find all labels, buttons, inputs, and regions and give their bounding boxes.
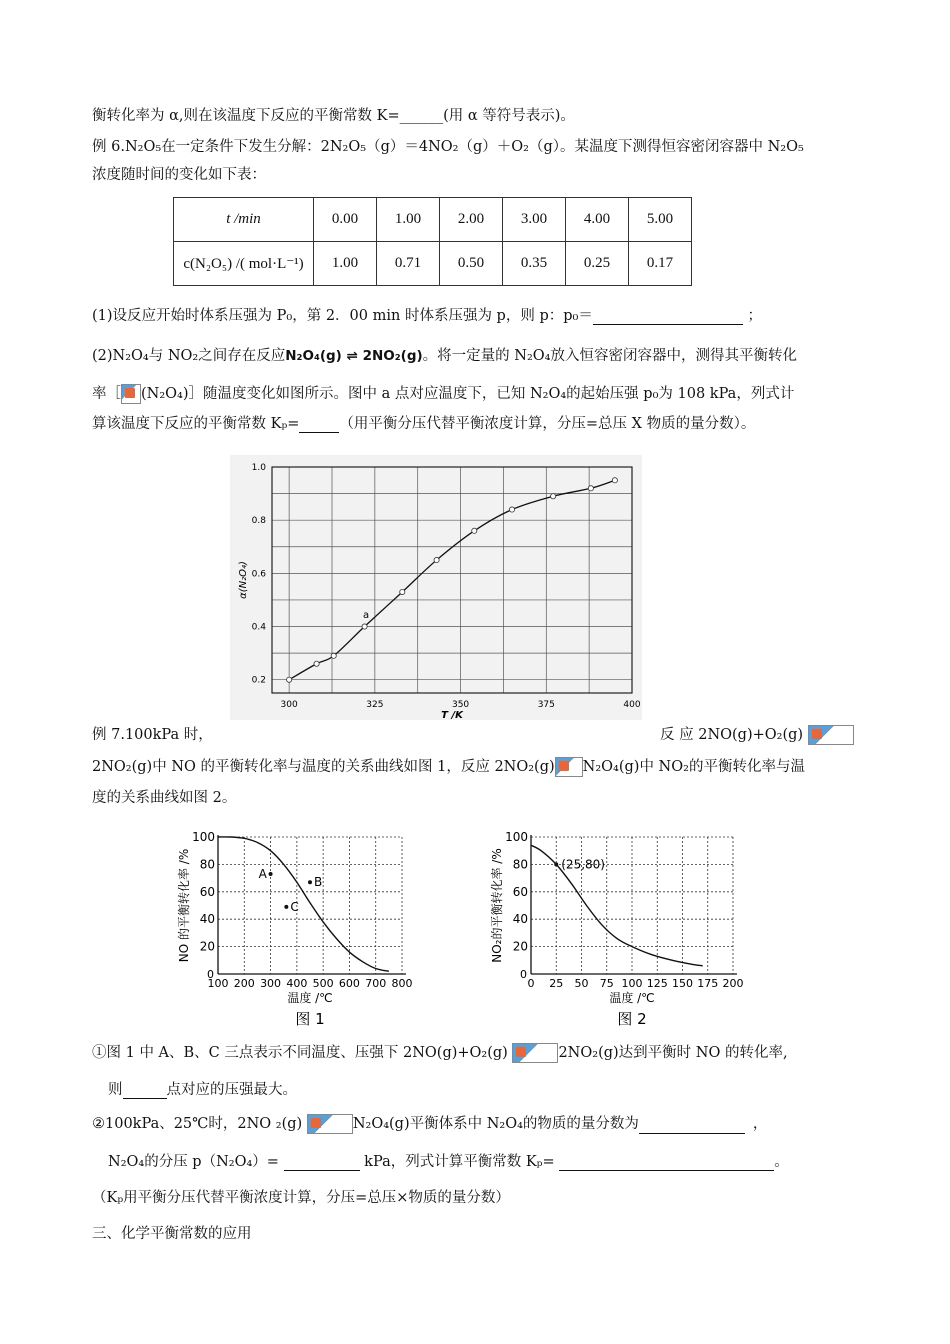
- text: 算该温度下反应的平衡常数 Kₚ=: [92, 416, 300, 432]
- text: N₂O₄的分压 p（N₂O₄）=: [108, 1154, 279, 1170]
- data-point: [400, 589, 405, 594]
- data-point: [612, 478, 617, 483]
- x-tick-label: 300: [260, 977, 282, 990]
- x-tick-label: 325: [366, 700, 384, 710]
- x-tick-label: 500: [312, 977, 334, 990]
- marked-point: [554, 862, 558, 866]
- text-line-1: 衡转化率为 α,则在该温度下反应的平衡常数 K=______(用 α 等符号表示)。: [92, 108, 575, 124]
- text: ①图 1 中 A、B、C 三点表示不同温度、压强下 2NO(g)+O₂(g): [92, 1045, 508, 1061]
- x-tick-label: 50: [574, 977, 589, 990]
- x-tick-label: 25: [549, 977, 564, 990]
- text: 。: [774, 1154, 789, 1170]
- data-point: [472, 528, 477, 533]
- question-2-text-b: 。将一定量的 N₂O₄放入恒容密闭容器中，测得其平衡转化: [422, 348, 797, 364]
- x-tick-label: 400: [623, 700, 641, 710]
- answer-blank[interactable]: [639, 1119, 745, 1134]
- table-row-label: c(N₂O₅) /( mol·L⁻¹): [174, 242, 314, 286]
- y-tick-label: 0.4: [251, 622, 266, 633]
- reaction-equation: N₂O₄(g) ⇌ 2NO₂(g): [285, 348, 423, 364]
- x-tick-label: 75: [599, 977, 614, 990]
- table-cell: 0.50: [440, 242, 503, 286]
- y-axis-label: NO 的平衡转化率 /%: [177, 848, 191, 963]
- figure-caption: 图 2: [617, 1010, 647, 1028]
- y-tick-label: 60: [512, 884, 528, 899]
- text: kPa，列式计算平衡常数 Kₚ=: [364, 1154, 555, 1170]
- text: ，: [752, 1116, 768, 1132]
- y-axis-label: α(N₂O₄): [238, 561, 249, 599]
- text: 则: [108, 1082, 123, 1098]
- answer-blank[interactable]: [559, 1156, 774, 1171]
- note-line: （Kₚ用平衡分压代替平衡浓度计算，分压=总压×物质的量分数）: [92, 1190, 510, 1206]
- table-cell: 1.00: [314, 242, 377, 286]
- text: 率［: [92, 386, 121, 402]
- x-tick-label: 300: [280, 700, 298, 710]
- data-point: [551, 494, 556, 499]
- table-row-label: t /min: [174, 198, 314, 242]
- x-tick-label: 400: [286, 977, 308, 990]
- y-tick-label: 0.8: [251, 516, 266, 527]
- text: 2NO₂(g)中 NO 的平衡转化率与温度的关系曲线如图 1，反应 2NO₂(g): [92, 759, 555, 775]
- figure-2-chart: [487, 822, 747, 1037]
- marked-point: [308, 880, 312, 884]
- x-axis-label: 温度 /℃: [287, 991, 333, 1005]
- concentration-table: [173, 197, 692, 286]
- point-label-a: a: [363, 609, 370, 621]
- x-tick-label: 175: [697, 977, 719, 990]
- question-2-line-3: [92, 412, 755, 433]
- table-row: [174, 242, 692, 286]
- x-tick-label: 200: [722, 977, 744, 990]
- x-tick-label: 800: [391, 977, 413, 990]
- question-2: [92, 344, 797, 365]
- x-tick-label: 100: [621, 977, 643, 990]
- x-tick-label: 150: [672, 977, 693, 990]
- y-tick-label: 80: [199, 857, 215, 872]
- question-1-text: (1)设反应开始时体系压强为 P₀，第 2．00 min 时体系压强为 p，则 p：p₀＝: [92, 308, 593, 324]
- y-tick-label: 100: [505, 830, 528, 844]
- question-1: [92, 304, 762, 325]
- x-tick-label: 0: [527, 977, 535, 990]
- y-tick-label: 1.0: [251, 463, 266, 473]
- text: 点对应的压强最大。: [166, 1082, 297, 1098]
- y-tick-label: 0.6: [251, 569, 266, 580]
- table-cell: 1.00: [377, 198, 440, 242]
- sub-question-1: [92, 1041, 788, 1063]
- point-label: (25,80): [561, 857, 605, 872]
- x-tick-label: 375: [537, 700, 555, 710]
- example-7-line-2: [92, 755, 805, 777]
- y-tick-label: 0.2: [251, 675, 266, 686]
- answer-blank[interactable]: [299, 418, 339, 433]
- x-tick-label: 700: [365, 977, 387, 990]
- table-cell: 2.00: [440, 198, 503, 242]
- broken-image-icon: [512, 1043, 558, 1063]
- example-7-line-1-right: [660, 723, 854, 745]
- y-tick-label: 80: [512, 857, 528, 872]
- data-point: [287, 677, 292, 682]
- x-tick-label: 100: [207, 977, 229, 990]
- answer-blank[interactable]: [123, 1084, 167, 1099]
- text: ②100kPa、25℃时，2NO ₂(g): [92, 1116, 303, 1132]
- table-cell: 4.00: [566, 198, 629, 242]
- sub-question-1-line-2: [108, 1078, 297, 1099]
- data-point: [434, 557, 439, 562]
- table-cell: 3.00: [503, 198, 566, 242]
- y-axis-label: NO₂的平衡转化率 /%: [490, 848, 504, 963]
- sub-question-2-line-2: [108, 1150, 789, 1171]
- figure-1-chart: [170, 822, 420, 1037]
- point-label: A: [258, 866, 267, 881]
- table-row: [174, 198, 692, 242]
- text: N₂O₄(g)平衡体系中 N₂O₄的物质的量分数为: [352, 1116, 639, 1132]
- y-tick-label: 20: [512, 939, 528, 954]
- data-point: [314, 661, 319, 666]
- y-tick-label: 60: [199, 884, 215, 899]
- question-2-line-2: [92, 382, 794, 404]
- data-point: [331, 653, 336, 658]
- y-tick-label: 40: [512, 912, 528, 927]
- question-2-text: (2)N₂O₄与 NO₂之间存在反应: [92, 348, 286, 364]
- x-axis-label: 温度 /℃: [609, 991, 655, 1005]
- text-line-example6: 例 6.N₂O₅在一定条件下发生分解：2N₂O₅（g）＝4NO₂（g）＋O₂（g）。某温度下测得恒容密闭容器中 N₂O₅: [92, 139, 804, 155]
- broken-image-icon: [808, 725, 854, 745]
- alpha-vs-temperature-chart: [230, 455, 642, 720]
- broken-image-icon: [307, 1114, 353, 1134]
- x-tick-label: 200: [233, 977, 255, 990]
- question-1-end: ；: [747, 308, 762, 324]
- example-7-line-1: [92, 723, 213, 744]
- figure-caption: 图 1: [295, 1010, 325, 1028]
- point-label: C: [290, 899, 299, 914]
- table-cell: 0.35: [503, 242, 566, 286]
- x-tick-label: 125: [646, 977, 668, 990]
- table-cell: 0.71: [377, 242, 440, 286]
- text: 反 应 2NO(g)+O₂(g): [660, 727, 804, 743]
- text: N₂O₄(g)中 NO₂的平衡转化率与温: [582, 759, 805, 775]
- point-label: B: [314, 875, 323, 890]
- example-7-line-3: 度的关系曲线如图 2。: [92, 790, 237, 806]
- table-cell: 0.00: [314, 198, 377, 242]
- y-tick-label: 40: [199, 912, 215, 927]
- data-point: [362, 624, 367, 629]
- answer-blank[interactable]: [593, 310, 743, 325]
- section-heading: 三、化学平衡常数的应用: [92, 1226, 252, 1242]
- y-tick-label: 20: [199, 939, 215, 954]
- table-cell: 0.25: [566, 242, 629, 286]
- text-line-table-intro: 浓度随时间的变化如下表：: [92, 167, 266, 183]
- table-cell: 0.17: [629, 242, 692, 286]
- text: (N₂O₄)］随温度变化如图所示。图中 a 点对应温度下，已知 N₂O₄的起始压强 p₀为 108 kPa，列式计: [141, 386, 795, 402]
- y-tick-label: 0: [207, 968, 214, 981]
- broken-image-icon: [555, 757, 583, 777]
- marked-point: [284, 905, 288, 909]
- text: 例 7.100kPa 时，: [92, 727, 213, 743]
- data-point: [588, 486, 593, 491]
- y-tick-label: 0: [520, 968, 527, 981]
- data-point: [509, 507, 514, 512]
- series-line: [218, 837, 389, 971]
- text: （用平衡分压代替平衡浓度计算，分压=总压 X 物质的量分数）。: [339, 416, 756, 432]
- answer-blank[interactable]: [284, 1156, 360, 1171]
- table-cell: 5.00: [629, 198, 692, 242]
- x-tick-label: 350: [451, 700, 470, 710]
- broken-image-icon: [121, 384, 141, 404]
- x-tick-label: 600: [338, 977, 360, 990]
- marked-point: [269, 872, 273, 876]
- text: 2NO₂(g)达到平衡时 NO 的转化率,: [558, 1045, 788, 1061]
- x-axis-label: T /K: [441, 710, 463, 720]
- y-tick-label: 100: [192, 830, 215, 844]
- sub-question-2: [92, 1112, 767, 1134]
